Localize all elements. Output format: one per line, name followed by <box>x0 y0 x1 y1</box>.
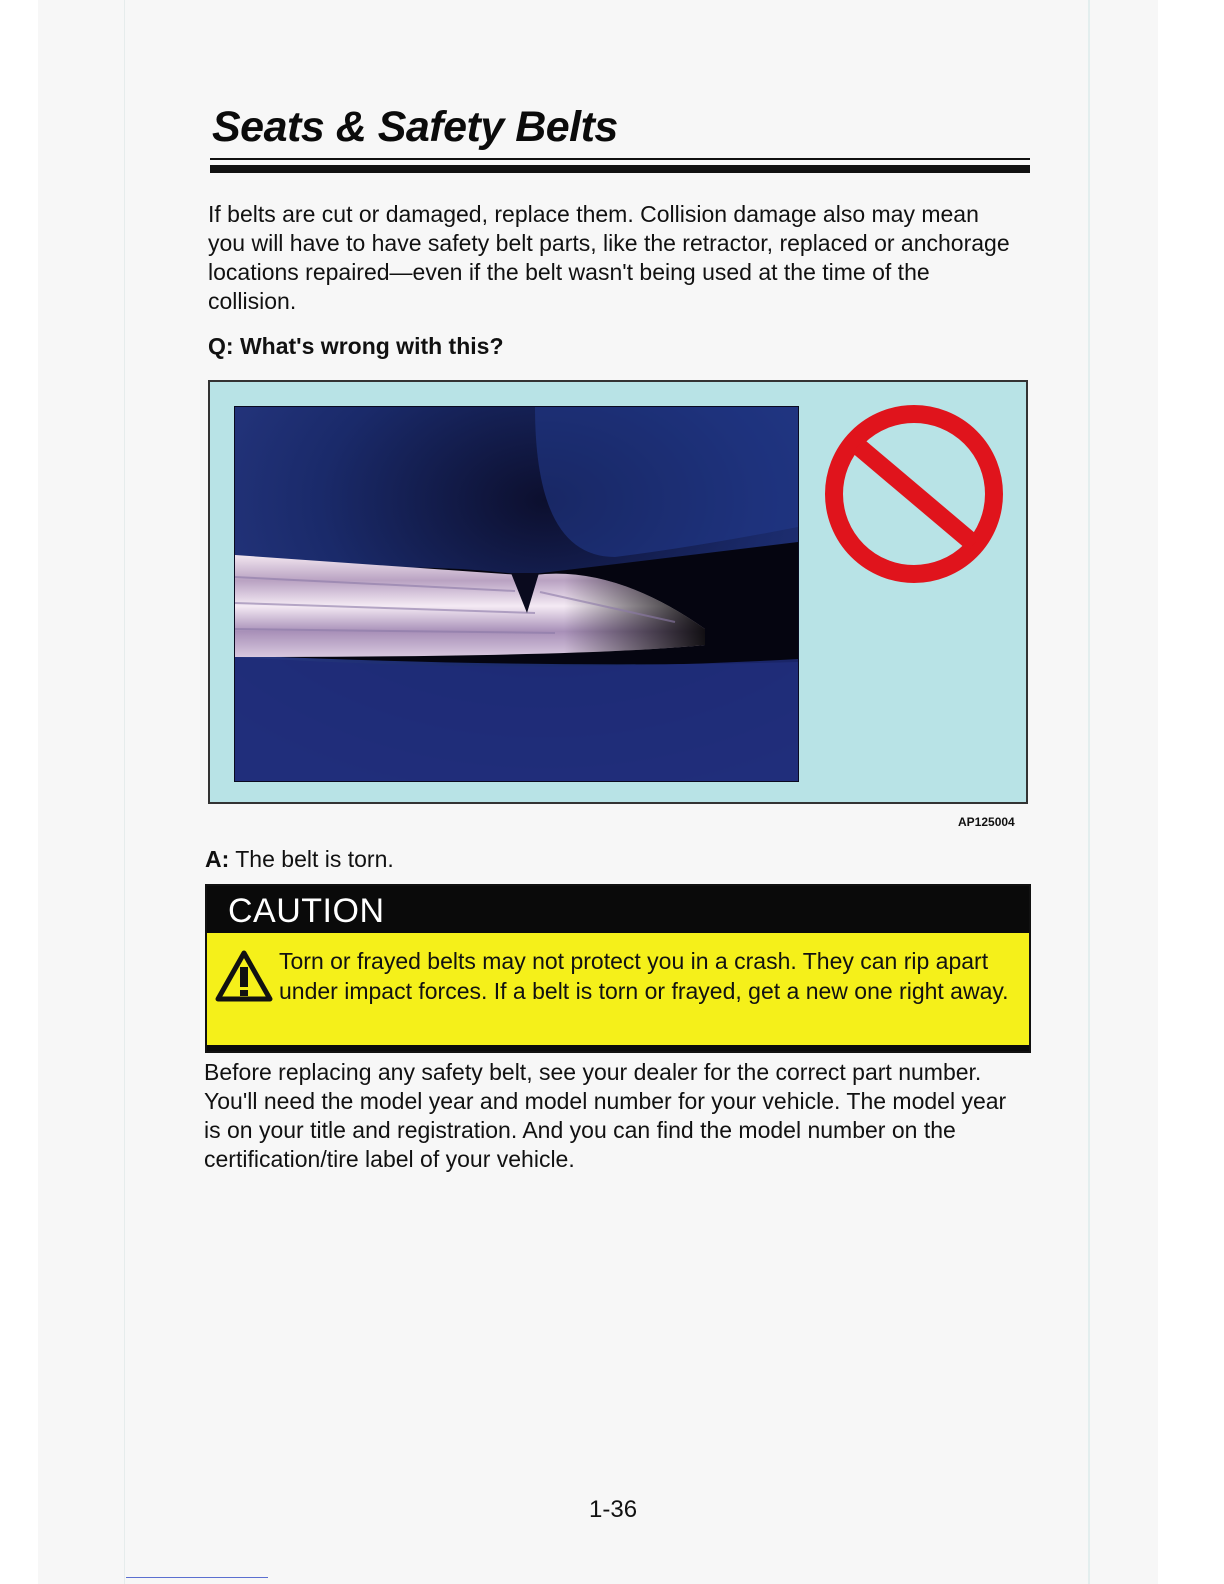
warning-triangle-icon <box>215 950 273 1002</box>
answer-text: The belt is torn. <box>229 846 394 872</box>
caution-bottom-bar <box>207 1045 1029 1051</box>
title-rule-thick <box>210 165 1030 173</box>
answer-label: A: <box>205 846 230 872</box>
torn-belt-photo <box>234 406 799 782</box>
title-rule-thin <box>210 158 1030 160</box>
answer-line <box>205 846 394 873</box>
bottom-link-line <box>126 1577 268 1578</box>
belt-figure <box>208 380 1028 804</box>
intro-paragraph: If belts are cut or damaged, replace them. Collision damage also may mean you will have to have safety belt parts, like the retractor, replaced or anchorage locations repaired—even if the belt wasn't being used at the time of the collision. <box>208 201 1010 314</box>
page-title: Seats & Safety Belts <box>212 103 618 151</box>
closing-paragraph: Before replacing any safety belt, see your dealer for the correct part number. You'll need the model year and model number for your vehicle. The model year is on your title and registration. And you can find the model number on the certification/tire label of your vehicle. <box>204 1059 1007 1172</box>
right-margin-line <box>1088 0 1090 1584</box>
figure-code: AP125004 <box>958 815 1015 829</box>
caution-text: Torn or frayed belts may not protect you in a crash. They can rip apart under impact forces. If a belt is torn or frayed, get a new one right away. <box>279 948 1009 1004</box>
page-number: 1-36 <box>589 1496 638 1523</box>
caution-title: CAUTION <box>228 892 385 930</box>
caution-box <box>205 884 1031 1053</box>
prohibition-sign-icon <box>822 402 1006 586</box>
question-heading: Q: What's wrong with this? <box>208 333 504 359</box>
left-margin-line <box>124 0 125 1584</box>
caution-header <box>207 886 1029 933</box>
